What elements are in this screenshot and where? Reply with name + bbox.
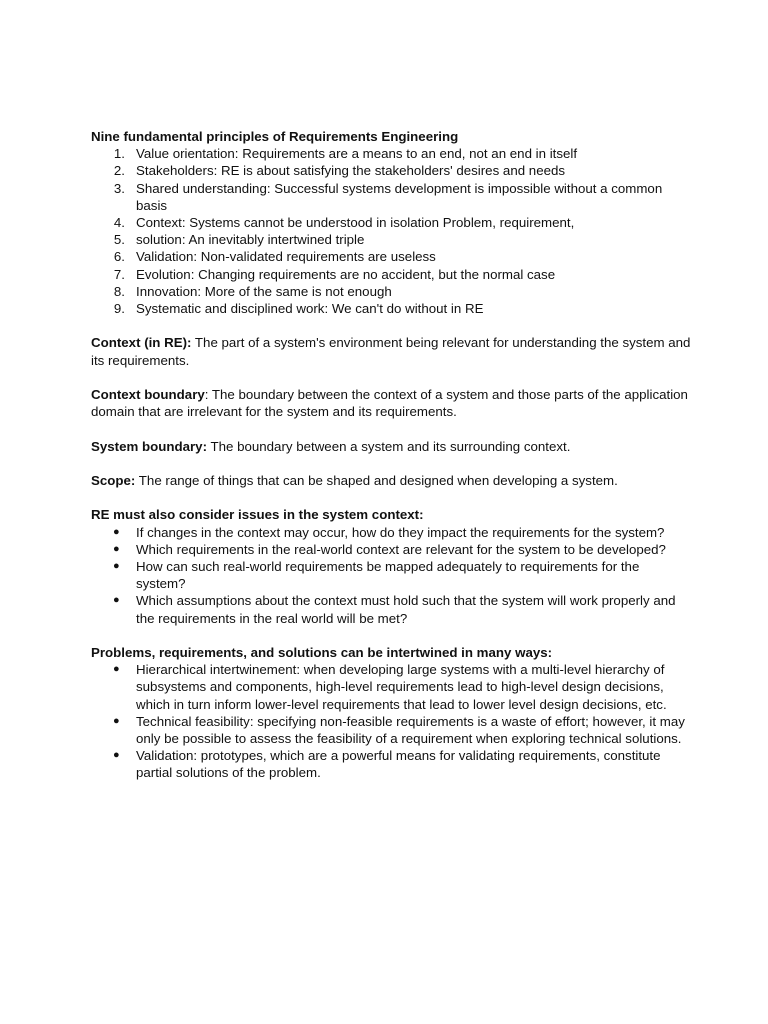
list-item xyxy=(91,713,691,747)
list-item-text: Evolution: Changing requirements are no accident, but the normal case xyxy=(136,266,556,282)
bullet-icon: ● xyxy=(113,542,120,555)
definition-term: Scope: xyxy=(91,473,136,488)
definition-text: The boundary between a system and its surrounding context. xyxy=(207,438,571,454)
list-item-text: Shared understanding: Successful systems development is impossible without a common basis xyxy=(136,180,663,213)
list-number: 3. xyxy=(113,180,125,196)
issues-list xyxy=(91,524,691,627)
list-number: 2. xyxy=(113,163,125,179)
definition-text: The part of a system's environment being relevant for understanding the system and its requirements. xyxy=(91,335,691,368)
list-number: 9. xyxy=(113,301,125,317)
spacer xyxy=(91,420,691,437)
bullet-icon: ● xyxy=(113,525,120,538)
list-item-text: Hierarchical intertwinement: when developing large systems with a multi-level hierarchy of subsystems and components, high-level requirements lead to high-level design decisions, which in turn inform lower-level requirements that lead to lower level design decisions, etc. xyxy=(136,662,667,712)
definition-term: Context (in RE): xyxy=(91,335,192,351)
list-item xyxy=(91,214,691,231)
list-item xyxy=(91,592,691,626)
list-number: 1. xyxy=(113,146,125,162)
definition-term: System boundary: xyxy=(91,438,208,454)
intertwined-list xyxy=(91,661,691,781)
list-item-text: Context: Systems cannot be understood in isolation Problem, requirement, xyxy=(136,215,575,231)
spacer xyxy=(91,369,691,386)
list-item xyxy=(91,162,691,179)
definition-text: : The boundary between the context of a system and those parts of the application domain that are irrelevant for the system and its requirements. xyxy=(91,387,688,420)
definition-term: Context boundary xyxy=(91,387,205,403)
list-item-text: If changes in the context may occur, how do they impact the requirements for the system? xyxy=(136,524,665,540)
bullet-icon: ● xyxy=(113,560,120,572)
intertwined-heading: Problems, requirements, and solutions can be intertwined in many ways: xyxy=(91,645,553,660)
list-number: 8. xyxy=(113,283,125,299)
principles-list xyxy=(91,145,691,317)
list-number: 6. xyxy=(113,249,125,265)
list-item xyxy=(91,558,691,592)
list-item-text: Stakeholders: RE is about satisfying the stakeholders' desires and needs xyxy=(136,163,566,179)
definition-context xyxy=(91,334,691,368)
definition-scope xyxy=(91,472,691,489)
list-item-text: Validation: prototypes, which are a powerful means for validating requirements, constitute partial solutions of the problem. xyxy=(136,748,661,781)
list-item-text: Innovation: More of the same is not enough xyxy=(136,283,392,299)
list-item-text: Value orientation: Requirements are a means to an end, not an end in itself xyxy=(136,146,578,162)
list-item-text: Which requirements in the real-world context are relevant for the system to be developed? xyxy=(136,541,666,557)
spacer xyxy=(91,317,691,334)
spacer xyxy=(91,455,691,472)
list-item xyxy=(91,747,691,781)
list-item xyxy=(91,300,691,317)
list-item xyxy=(91,661,691,713)
issues-heading: RE must also consider issues in the system context: xyxy=(91,507,424,523)
bullet-icon: ● xyxy=(113,714,120,727)
list-item-text: How can such real-world requirements be mapped adequately to requirements for the system? xyxy=(136,559,640,592)
spacer xyxy=(91,627,691,644)
list-item xyxy=(91,283,691,300)
list-item-text: Which assumptions about the context must hold such that the system will work properly and the requirements in the real world will be met? xyxy=(136,593,676,626)
bullet-icon: ● xyxy=(113,749,120,762)
list-item xyxy=(91,231,691,248)
list-number: 4. xyxy=(113,215,125,231)
definition-text: The range of things that can be shaped and designed when developing a system. xyxy=(135,473,618,488)
bullet-icon: ● xyxy=(113,594,120,607)
definition-context-boundary xyxy=(91,386,691,420)
principles-heading: Nine fundamental principles of Requirements Engineering xyxy=(91,129,459,144)
list-number: 5. xyxy=(113,232,125,248)
list-item xyxy=(91,524,691,541)
list-item-text: Technical feasibility: specifying non-feasible requirements is a waste of effort; however, it may only be possible to assess the feasibility of a requirement when exploring technical solutions. xyxy=(136,713,685,747)
list-item xyxy=(91,180,691,214)
spacer xyxy=(91,489,691,506)
bullet-icon: ● xyxy=(113,663,120,676)
document-page xyxy=(91,128,691,782)
list-number: 7. xyxy=(113,266,125,282)
list-item-text: Validation: Non-validated requirements are useless xyxy=(136,249,436,265)
list-item xyxy=(91,266,691,283)
definition-system-boundary xyxy=(91,438,691,455)
list-item xyxy=(91,145,691,162)
list-item xyxy=(91,541,691,558)
list-item xyxy=(91,248,691,265)
list-item-text: Systematic and disciplined work: We can't do without in RE xyxy=(136,301,484,317)
list-item-text: solution: An inevitably intertwined triple xyxy=(136,232,365,248)
